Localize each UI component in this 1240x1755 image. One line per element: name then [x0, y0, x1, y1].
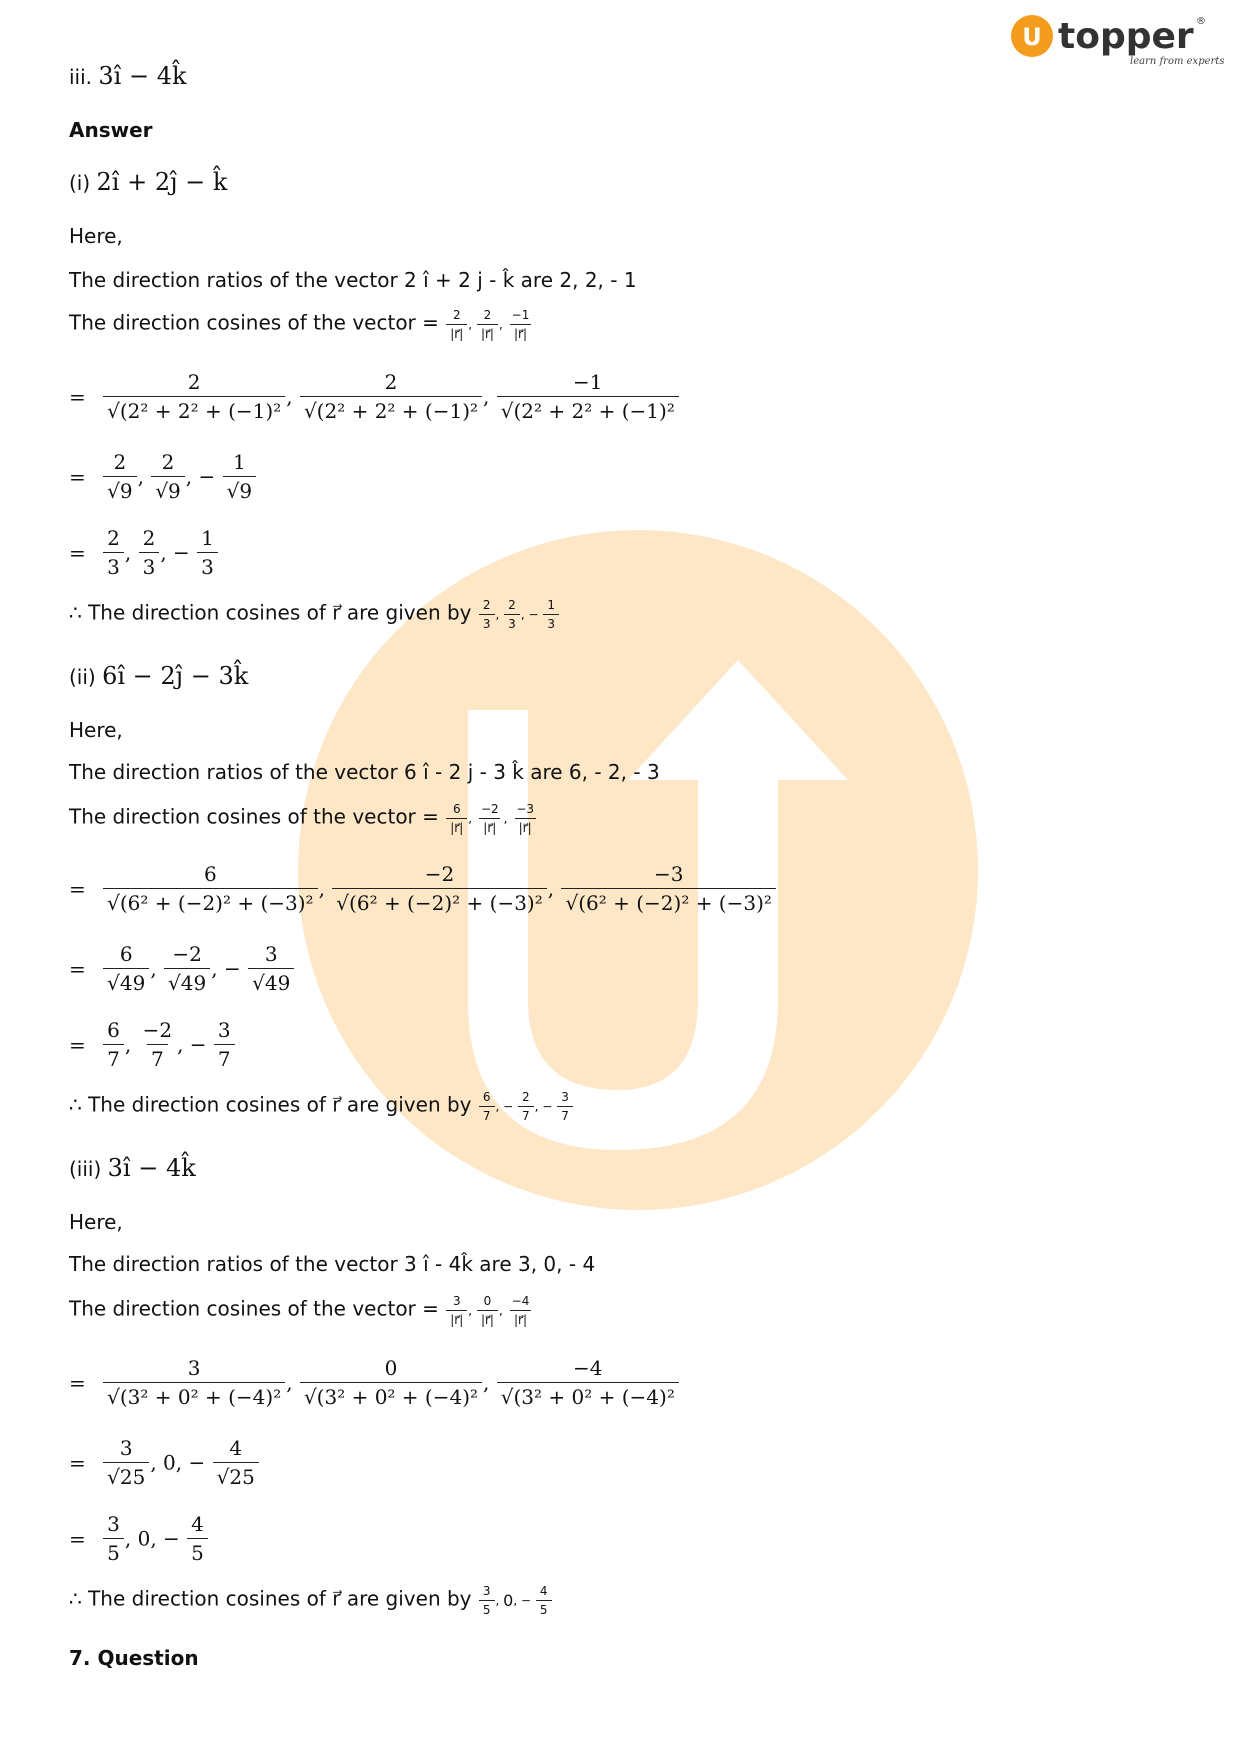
part-ii-step-2: = $\frac{6}{√49}$ , $\frac{-2}{√49}$ , − $\frac{3}{√49}$ [69, 942, 295, 995]
part-iii-step-2: = $\frac{3}{√25}$ , 0, − $\frac{4}{√25}$ [69, 1436, 260, 1489]
part-iii-conclusion: ∴ The direction cosines of r⃗ are given by $\frac{3}{5}$ , 0, − $\frac{4}{5}$ [69, 1584, 553, 1617]
part-ii-ratios: The direction ratios of the vector 6 î - 2 j - 3 k̂ are 6, - 2, - 3 [69, 760, 660, 784]
svg-text:learn from experts: learn from experts [1130, 56, 1225, 67]
question-label: iii. [69, 65, 93, 89]
part-iii-step-3: = $\frac{3}{5}$ , 0, − $\frac{4}{5}$ [69, 1512, 209, 1565]
answer-label: Answer [69, 118, 153, 142]
part-ii-cos-label: The direction cosines of the vector = $\frac{6}{|r⃗|}$ , $\frac{-2}{|r⃗|}$ , $\frac{-3}{|r⃗|}$ [69, 802, 535, 835]
next-question-label: 7. Question [69, 1646, 199, 1670]
question-iii-header [69, 62, 187, 90]
part-i-step-2: = $\frac{2}{√9}$ , $\frac{2}{√9}$ , − $\frac{1}{√9}$ [69, 450, 257, 503]
part-i-ratios: The direction ratios of the vector 2 î + 2 j - k̂ are 2, 2, - 1 [69, 268, 637, 292]
part-i-conclusion: ∴ The direction cosines of r⃗ are given by $\frac{2}{3}$ , $\frac{2}{3}$ , − $\frac{1}{3}$ [69, 598, 560, 631]
part-ii-conclusion: ∴ The direction cosines of r⃗ are given by $\frac{6}{7}$ , − $\frac{2}{7}$ , − $\frac{3}{7}$ [69, 1090, 574, 1123]
part-iii-cos-label: The direction cosines of the vector = $\frac{3}{|r⃗|}$ , $\frac{0}{|r⃗|}$ , $\frac{-4}{|r⃗|}$ [69, 1294, 530, 1327]
part-i-step-1: = $\frac{2}{\text{√(2² + 2² + (−1)²}}$ , $\frac{2}{\text{√(2² + 2² + (−1)²}}$ , $\frac{-1}{\text{√(2² + 2² + (−1)²}}$ [69, 370, 680, 423]
question-expression: 3î − 4k̂ [98, 62, 187, 90]
part-i-cos-label: The direction cosines of the vector = $\frac{2}{|r⃗|}$ , $\frac{2}{|r⃗|}$ , $\frac{-1}{|r⃗|}$ [69, 308, 530, 341]
part-ii-header: (ii) 6î − 2ĵ − 3k̂ [69, 662, 249, 690]
svg-text:U: U [1022, 23, 1042, 51]
part-ii-step-1: = $\frac{6}{\text{√(6² + (−2)² + (−3)²}}$ , $\frac{-2}{\text{√(6² + (−2)² + (−3)²}}$ , $\frac{-3}{\text{√(6² + (−2)² + (−3)²}}$ [69, 862, 777, 915]
part-i-header: (i) 2î + 2ĵ − k̂ [69, 168, 228, 196]
part-i-here: Here, [69, 224, 123, 248]
part-ii-step-3: = $\frac{6}{7}$ , $\frac{-2}{7}$ , − $\frac{3}{7}$ [69, 1018, 236, 1071]
part-iii-here: Here, [69, 1210, 123, 1234]
part-i-step-3: = $\frac{2}{3}$ , $\frac{2}{3}$ , − $\frac{1}{3}$ [69, 526, 219, 579]
topper-logo [1010, 10, 1225, 72]
part-iii-header: (iii) 3î − 4k̂ [69, 1154, 196, 1182]
part-ii-here: Here, [69, 718, 123, 742]
part-iii-ratios: The direction ratios of the vector 3 î - 4k̂ are 3, 0, - 4 [69, 1252, 596, 1276]
svg-text:®: ® [1196, 16, 1206, 27]
part-iii-step-1: = $\frac{3}{\text{√(3² + 0² + (−4)²}}$ , $\frac{0}{\text{√(3² + 0² + (−4)²}}$ , $\frac{-4}{\text{√(3² + 0² + (−4)²}}$ [69, 1356, 680, 1409]
svg-text:topper: topper [1058, 16, 1194, 57]
